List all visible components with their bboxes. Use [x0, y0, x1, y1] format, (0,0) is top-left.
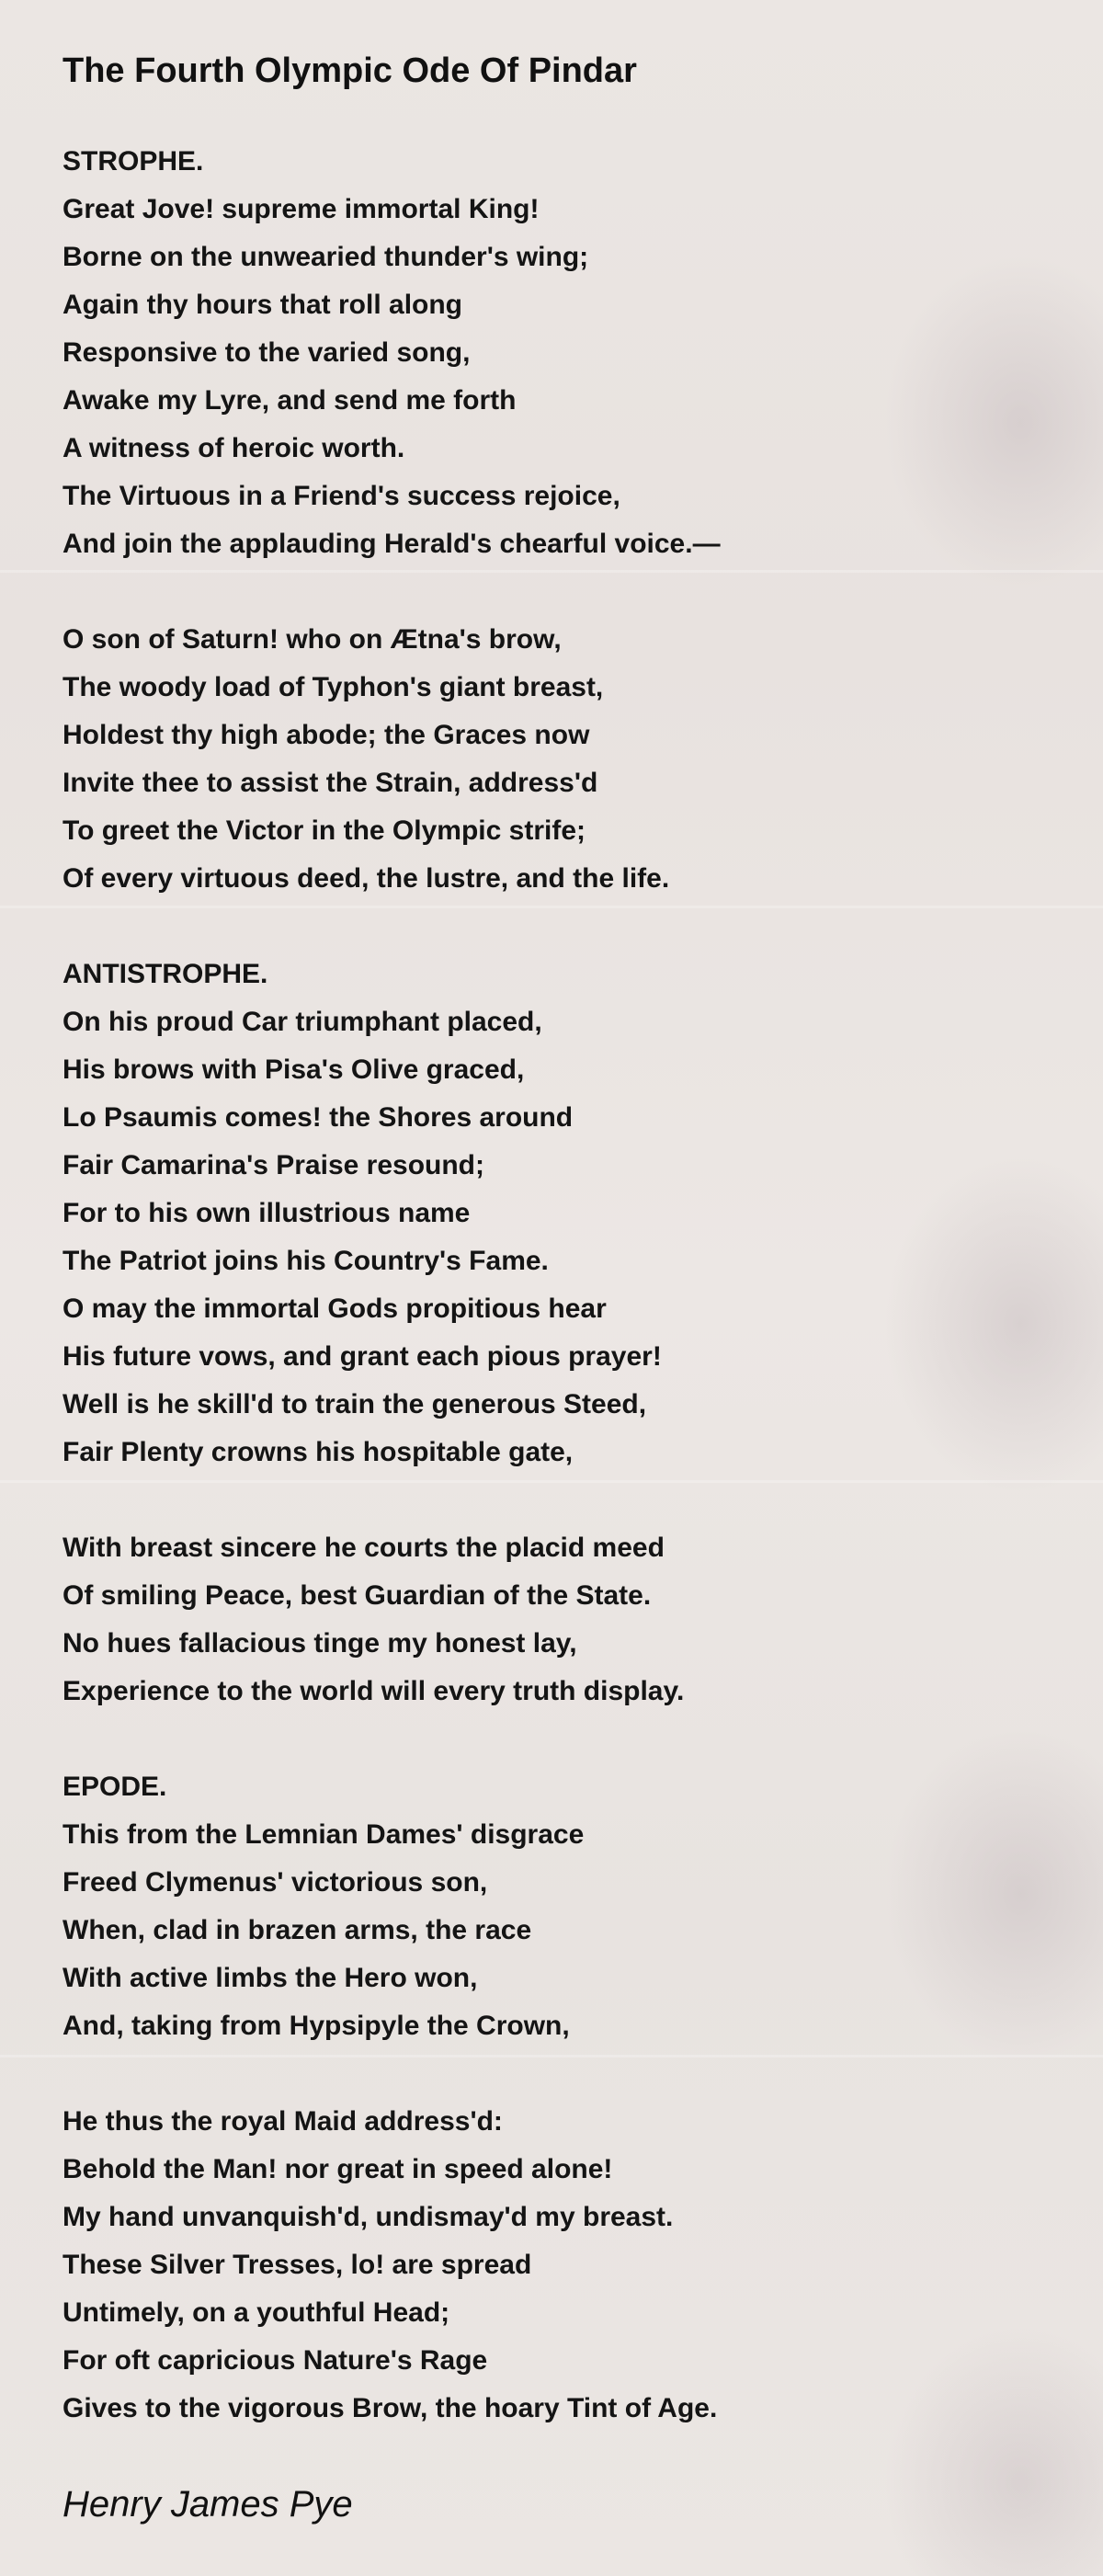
poem-line: His future vows, and grant each pious prayer!: [63, 1341, 662, 1372]
poem-title: The Fourth Olympic Ode Of Pindar: [63, 51, 637, 90]
poem-author: Henry James Pye: [63, 2484, 353, 2525]
poem-line: With active limbs the Hero won,: [63, 1963, 478, 1993]
poem-line: Fair Camarina's Praise resound;: [63, 1150, 484, 1180]
poem-line: Awake my Lyre, and send me forth: [63, 385, 517, 416]
poem-line: Lo Psaumis comes! the Shores around: [63, 1102, 574, 1133]
poem-line: When, clad in brazen arms, the race: [63, 1915, 532, 1945]
poem-line: Again thy hours that roll along: [63, 290, 462, 320]
poem-line: Of every virtuous deed, the lustre, and the life.: [63, 863, 670, 894]
poem-body: [63, 138, 721, 2433]
poem-line: With breast sincere he courts the placid meed: [63, 1533, 665, 1563]
poem-line: Fair Plenty crowns his hospitable gate,: [63, 1437, 574, 1467]
poem-line: Gives to the vigorous Brow, the hoary Tint of Age.: [63, 2393, 718, 2423]
poem-line: EPODE.: [63, 1772, 167, 1802]
poem-line: The Patriot joins his Country's Fame.: [63, 1246, 549, 1276]
poem-line: And join the applauding Herald's chearful voice.—: [63, 529, 721, 559]
poem-line: A witness of heroic worth.: [63, 433, 405, 463]
poem-line: Holdest thy high abode; the Graces now: [63, 720, 590, 750]
poem-line: O may the immortal Gods propitious hear: [63, 1294, 607, 1324]
poem-line: STROPHE.: [63, 146, 204, 177]
poem-line: Behold the Man! nor great in speed alone!: [63, 2154, 613, 2184]
stanza-break: [63, 1476, 721, 1524]
poem-line: Well is he skill'd to train the generous Steed,: [63, 1389, 647, 1419]
poem-line: Experience to the world will every truth display.: [63, 1676, 685, 1706]
poem-line: Of smiling Peace, best Guardian of the State.: [63, 1580, 652, 1611]
poem-line: Responsive to the varied song,: [63, 337, 471, 368]
poem-line: For oft capricious Nature's Rage: [63, 2345, 488, 2376]
poem-line: For to his own illustrious name: [63, 1198, 471, 1228]
poem-line: This from the Lemnian Dames' disgrace: [63, 1819, 585, 1850]
poem-line: His brows with Pisa's Olive graced,: [63, 1054, 525, 1085]
poem-line: The woody load of Typhon's giant breast,: [63, 672, 604, 702]
poem-line: And, taking from Hypsipyle the Crown,: [63, 2011, 570, 2041]
poem-line: O son of Saturn! who on Ætna's brow,: [63, 624, 562, 655]
poem-line: These Silver Tresses, lo! are spread: [63, 2250, 532, 2280]
poem-line: ANTISTROPHE.: [63, 959, 268, 989]
stanza-break: [63, 903, 721, 951]
poem-line: To greet the Victor in the Olympic strife;: [63, 815, 586, 846]
stanza-break: [63, 2050, 721, 2098]
poem-line: My hand unvanquish'd, undismay'd my breast.: [63, 2202, 674, 2232]
poem-line: Great Jove! supreme immortal King!: [63, 194, 540, 224]
stanza-break: [63, 1715, 721, 1763]
poem-line: The Virtuous in a Friend's success rejoice,: [63, 481, 620, 511]
poem-line: On his proud Car triumphant placed,: [63, 1007, 542, 1037]
poem-line: Freed Clymenus' victorious son,: [63, 1867, 488, 1898]
stanza-break: [63, 568, 721, 616]
poem-line: No hues fallacious tinge my honest lay,: [63, 1628, 577, 1658]
poem-line: Borne on the unwearied thunder's wing;: [63, 242, 589, 272]
poem-line: Invite thee to assist the Strain, address'd: [63, 768, 598, 798]
poem-line: Untimely, on a youthful Head;: [63, 2297, 450, 2328]
poem-line: He thus the royal Maid address'd:: [63, 2106, 503, 2137]
